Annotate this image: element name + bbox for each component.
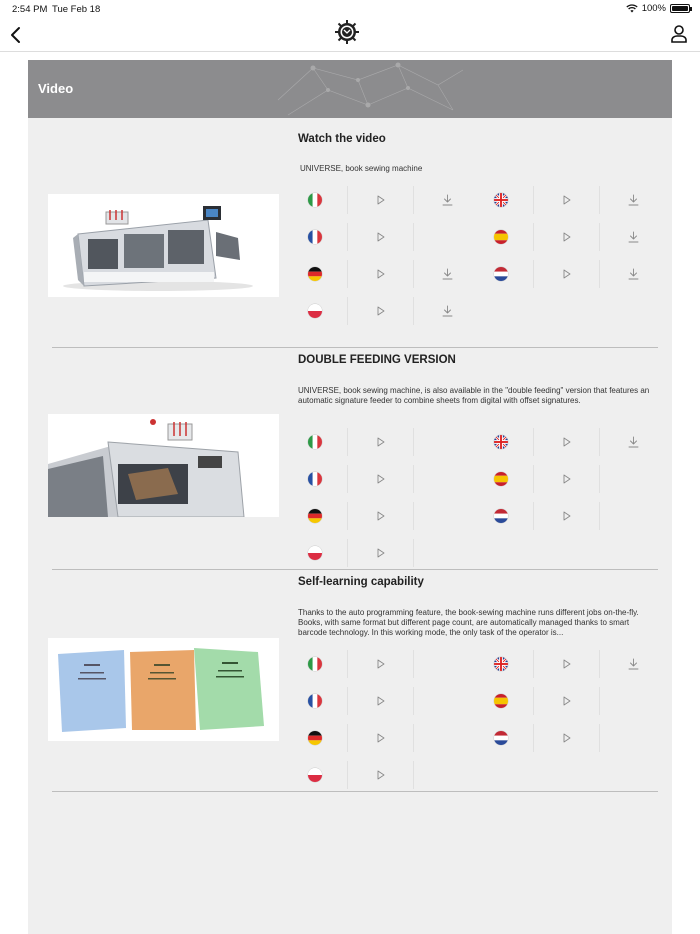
download-icon xyxy=(442,194,453,206)
flag-cell-spanish xyxy=(468,220,534,254)
battery-icon xyxy=(670,4,690,13)
play-icon xyxy=(563,195,571,205)
section-heading: Self-learning capability xyxy=(298,576,424,588)
profile-button[interactable] xyxy=(670,24,688,44)
book-sewing-machine-image xyxy=(48,194,279,297)
download-icon xyxy=(628,658,639,670)
download-button-dutch xyxy=(600,499,666,533)
dutch-flag-icon xyxy=(494,267,508,281)
polish-flag-icon xyxy=(308,768,322,782)
download-button-english[interactable] xyxy=(600,425,666,459)
play-button-french[interactable] xyxy=(348,462,414,496)
flag-cell-dutch xyxy=(468,499,534,533)
play-icon xyxy=(377,770,385,780)
play-icon xyxy=(377,269,385,279)
play-icon xyxy=(563,437,571,447)
german-flag-icon xyxy=(308,267,322,281)
flag-cell-dutch xyxy=(468,257,534,291)
flag-cell-italian xyxy=(282,647,348,681)
french-flag-icon xyxy=(308,472,322,486)
german-flag-icon xyxy=(308,509,322,523)
english-flag-icon xyxy=(494,657,508,671)
play-icon xyxy=(377,437,385,447)
play-button-dutch[interactable] xyxy=(534,499,600,533)
download-button-polish xyxy=(414,758,480,792)
download-icon xyxy=(628,194,639,206)
play-button-german[interactable] xyxy=(348,721,414,755)
play-button-german[interactable] xyxy=(348,257,414,291)
english-flag-icon xyxy=(494,435,508,449)
play-icon xyxy=(563,511,571,521)
download-icon xyxy=(628,268,639,280)
flag-cell-english xyxy=(468,183,534,217)
italian-flag-icon xyxy=(308,657,322,671)
section-heading: Watch the video xyxy=(298,133,386,145)
play-icon xyxy=(377,548,385,558)
flag-cell-german xyxy=(282,257,348,291)
italian-flag-icon xyxy=(308,193,322,207)
flag-cell-english xyxy=(468,647,534,681)
brand-gear-logo-icon xyxy=(334,19,360,45)
play-button-dutch[interactable] xyxy=(534,721,600,755)
battery-percent: 100% xyxy=(641,3,666,14)
polish-flag-icon xyxy=(308,304,322,318)
play-icon xyxy=(377,195,385,205)
flag-cell-italian xyxy=(282,425,348,459)
dutch-flag-icon xyxy=(494,731,508,745)
download-button-spanish xyxy=(600,684,666,718)
video-section xyxy=(28,118,672,348)
play-button-polish[interactable] xyxy=(348,758,414,792)
download-button-polish[interactable] xyxy=(414,294,480,328)
status-right xyxy=(626,3,690,14)
play-button-italian[interactable] xyxy=(348,425,414,459)
status-bar xyxy=(0,0,700,18)
download-icon xyxy=(442,305,453,317)
play-button-french[interactable] xyxy=(348,684,414,718)
chevron-left-icon xyxy=(12,28,19,42)
flag-cell-polish xyxy=(282,758,348,792)
play-icon xyxy=(377,659,385,669)
play-icon xyxy=(377,474,385,484)
book-b xyxy=(130,650,196,730)
download-button-english[interactable] xyxy=(600,183,666,217)
sample-books-image xyxy=(48,638,279,741)
download-button-polish xyxy=(414,536,480,570)
user-icon xyxy=(672,26,686,42)
play-icon xyxy=(377,511,385,521)
network-pattern xyxy=(268,60,468,118)
play-button-dutch[interactable] xyxy=(534,257,600,291)
download-button-spanish xyxy=(600,462,666,496)
play-icon xyxy=(563,474,571,484)
language-grid xyxy=(282,183,682,333)
flag-cell-french xyxy=(282,220,348,254)
play-icon xyxy=(377,733,385,743)
download-button-english[interactable] xyxy=(600,647,666,681)
download-button-dutch xyxy=(600,721,666,755)
flag-cell-dutch xyxy=(468,721,534,755)
play-icon xyxy=(563,659,571,669)
play-button-polish[interactable] xyxy=(348,536,414,570)
play-button-spanish[interactable] xyxy=(534,220,600,254)
play-button-english[interactable] xyxy=(534,183,600,217)
spanish-flag-icon xyxy=(494,694,508,708)
video-section xyxy=(28,348,672,570)
language-grid xyxy=(282,647,682,795)
back-button[interactable] xyxy=(6,24,26,46)
play-icon xyxy=(563,232,571,242)
dutch-flag-icon xyxy=(494,509,508,523)
flag-cell-italian xyxy=(282,183,348,217)
english-flag-icon xyxy=(494,193,508,207)
play-button-french[interactable] xyxy=(348,220,414,254)
wifi-icon xyxy=(626,4,638,13)
play-button-spanish[interactable] xyxy=(534,684,600,718)
flag-cell-spanish xyxy=(468,684,534,718)
german-flag-icon xyxy=(308,731,322,745)
download-icon xyxy=(628,436,639,448)
play-icon xyxy=(377,696,385,706)
status-date: Tue Feb 18 xyxy=(52,4,101,15)
flag-cell-french xyxy=(282,462,348,496)
flag-cell-german xyxy=(282,499,348,533)
video-section xyxy=(28,570,672,792)
play-button-english[interactable] xyxy=(534,425,600,459)
play-icon xyxy=(563,733,571,743)
flag-cell-german xyxy=(282,721,348,755)
nav-bar xyxy=(0,18,700,52)
page-title: Video xyxy=(38,81,74,96)
play-button-italian[interactable] xyxy=(348,183,414,217)
download-button-spanish[interactable] xyxy=(600,220,666,254)
spanish-flag-icon xyxy=(494,230,508,244)
download-icon xyxy=(628,231,639,243)
play-button-spanish[interactable] xyxy=(534,462,600,496)
section-description: UNIVERSE, book sewing machine, is also available in the "double feeding" version that features an automatic signature feeder to combine sheets from digital with offset signatures. xyxy=(298,386,650,405)
section-divider xyxy=(52,791,658,792)
french-flag-icon xyxy=(308,230,322,244)
play-icon xyxy=(377,306,385,316)
download-button-dutch[interactable] xyxy=(600,257,666,291)
flag-cell-polish xyxy=(282,536,348,570)
book-c xyxy=(194,648,264,730)
french-flag-icon xyxy=(308,694,322,708)
flag-cell-polish xyxy=(282,294,348,328)
play-button-german[interactable] xyxy=(348,499,414,533)
play-button-english[interactable] xyxy=(534,647,600,681)
section-description: UNIVERSE, book sewing machine xyxy=(300,164,423,173)
book-a xyxy=(58,650,126,732)
section-description: Thanks to the auto programming feature, the book-sewing machine runs different jobs on-the-fly. Books, with same format but different page count, are automatically managed thanks to smart barcode technology. In this working mode, the only task of the operator is... xyxy=(298,608,639,637)
flag-cell-spanish xyxy=(468,462,534,496)
flag-cell-french xyxy=(282,684,348,718)
download-icon xyxy=(442,268,453,280)
polish-flag-icon xyxy=(308,546,322,560)
section-heading: DOUBLE FEEDING VERSION xyxy=(298,354,456,366)
play-icon xyxy=(377,232,385,242)
status-time: 2:54 PM xyxy=(12,4,48,15)
panel-header xyxy=(28,60,672,118)
double-feeding-machine-image xyxy=(48,414,279,517)
play-button-polish[interactable] xyxy=(348,294,414,328)
flag-cell-english xyxy=(468,425,534,459)
spanish-flag-icon xyxy=(494,472,508,486)
italian-flag-icon xyxy=(308,435,322,449)
play-icon xyxy=(563,269,571,279)
play-button-italian[interactable] xyxy=(348,647,414,681)
language-grid xyxy=(282,425,682,573)
video-panel xyxy=(28,60,672,934)
play-icon xyxy=(563,696,571,706)
